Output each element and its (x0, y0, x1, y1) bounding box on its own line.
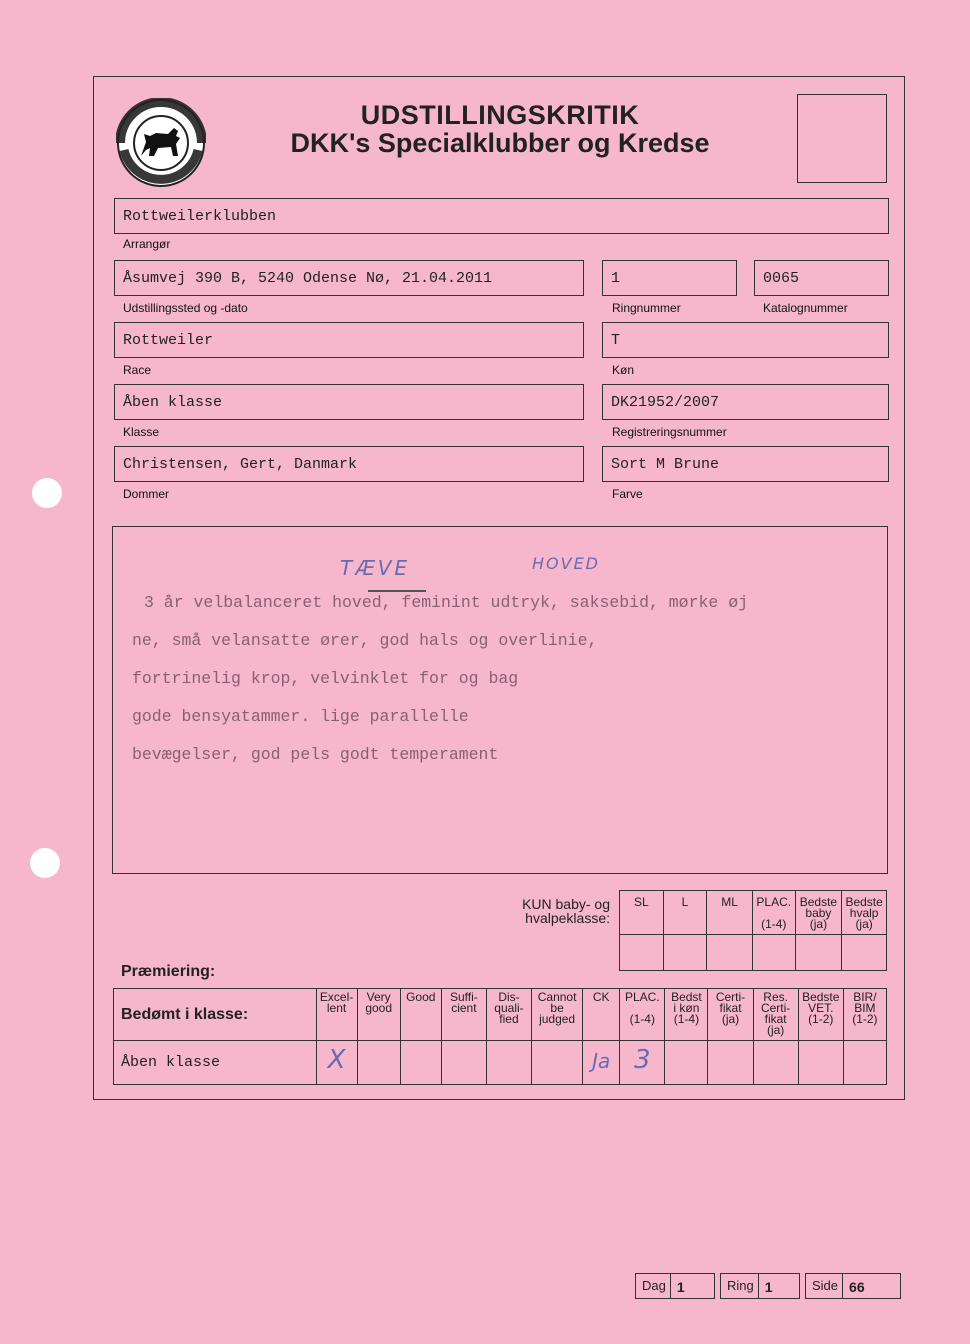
baby-cell-ml[interactable] (707, 935, 753, 971)
baby-header-l: L (663, 891, 706, 935)
header-bedste-vet: Bedste VET. (1-2) (798, 989, 843, 1041)
race-label: Race (123, 363, 152, 377)
header-good: Good (400, 989, 441, 1041)
header-sufficient: Suffi- cient (441, 989, 486, 1041)
race-field[interactable]: Rottweiler (114, 322, 584, 358)
class-value: Åben klasse (114, 1041, 317, 1085)
critique-text (132, 574, 748, 783)
cell-certifikat[interactable] (708, 1041, 753, 1085)
sted-dato-label: Udstillingssted og -dato (123, 301, 248, 315)
dag-label: Dag (636, 1274, 671, 1298)
sted-dato-field[interactable]: Åsumvej 390 B, 5240 Odense Nø, 21.04.2011 (114, 260, 584, 296)
baby-cell-bedste-baby[interactable] (795, 935, 842, 971)
header-very-good: Very good (357, 989, 400, 1041)
cell-excellent[interactable] (316, 1041, 357, 1085)
footer-dag (635, 1273, 715, 1299)
farve-field[interactable]: Sort M Brune (602, 446, 889, 482)
dommer-label: Dommer (123, 487, 170, 501)
side-label: Side (806, 1274, 843, 1298)
dag-value: 1 (676, 1279, 685, 1295)
critique-line-5: bevægelser, god pels godt temperament (132, 745, 499, 764)
farve-label: Farve (612, 487, 643, 501)
ringnummer-field[interactable]: 1 (602, 260, 737, 296)
ringnummer-label: Ringnummer (612, 301, 681, 315)
header-bedst-i-kon: Bedst i køn (1-4) (665, 989, 708, 1041)
form-subtitle: DKK's Specialklubber og Kredse (290, 128, 710, 158)
kon-field[interactable]: T (602, 322, 889, 358)
ring-value: 1 (764, 1279, 773, 1295)
cell-very-good[interactable] (357, 1041, 400, 1085)
cell-ck[interactable] (583, 1041, 620, 1085)
arrangor-label: Arrangør (123, 237, 171, 251)
baby-label-line1: KUN baby- og (522, 896, 610, 912)
klasse-field[interactable]: Åben klasse (114, 384, 584, 420)
handwritten-insert-taeve: TÆVE (340, 556, 411, 580)
dkk-logo (116, 98, 206, 188)
premiering-row-label: Bedømt i klasse: (114, 989, 317, 1041)
critique-line-2: ne, små velansatte ører, god hals og overlinie, (132, 631, 598, 650)
klasse-label: Klasse (123, 425, 160, 439)
header-certifikat: Certi- fikat (ja) (708, 989, 753, 1041)
baby-header-bedste-hvalp: Bedste hvalp (ja) (842, 891, 887, 935)
header-excellent: Excel- lent (316, 989, 357, 1041)
registreringsnummer-label: Registreringsnummer (612, 425, 727, 439)
punch-hole-bottom (30, 848, 60, 878)
handwritten-insert-hoved: HOVED (532, 554, 600, 573)
arrangor-field[interactable]: Rottweilerklubben (114, 198, 889, 234)
cell-bedste-vet[interactable] (798, 1041, 843, 1085)
critique-line-4: gode bensyatammer. lige parallelle (132, 707, 469, 726)
side-value: 66 (849, 1279, 865, 1295)
cell-res-certifikat[interactable] (753, 1041, 798, 1085)
cell-cannot-be-judged[interactable] (532, 1041, 583, 1085)
baby-cell-l[interactable] (663, 935, 706, 971)
punch-hole-top (32, 478, 62, 508)
cell-good[interactable] (400, 1041, 441, 1085)
baby-cell-bedste-hvalp[interactable] (842, 935, 887, 971)
critique-line-1: 3 år velbalanceret hoved, feminint udtryk, saksebid, mørke øj (144, 593, 748, 612)
header-cannot-be-judged: Cannot be judged (532, 989, 583, 1041)
ring-label: Ring (721, 1274, 759, 1298)
header-disqualified: Dis- quali- fied (486, 989, 531, 1041)
cell-sufficient[interactable] (441, 1041, 486, 1085)
form-title: UDSTILLINGSKRITIK (360, 100, 640, 130)
header-ck: CK (583, 989, 620, 1041)
premiering-table (113, 988, 887, 1085)
baby-header-sl: SL (620, 891, 664, 935)
mark-plac: 3 (634, 1045, 651, 1075)
baby-header-ml: ML (707, 891, 753, 935)
strikethrough-mark (368, 590, 426, 592)
baby-table (619, 890, 887, 971)
header-res-certifikat: Res. Certi- fikat (ja) (753, 989, 798, 1041)
cell-plac[interactable] (620, 1041, 665, 1085)
baby-label-line2: hvalpeklasse: (525, 910, 610, 926)
katalognummer-field[interactable]: 0065 (754, 260, 889, 296)
registreringsnummer-field[interactable]: DK21952/2007 (602, 384, 889, 420)
footer-side (805, 1273, 901, 1299)
baby-cell-sl[interactable] (620, 935, 664, 971)
katalognummer-label: Katalognummer (763, 301, 848, 315)
cell-bir-bim[interactable] (843, 1041, 886, 1085)
dommer-field[interactable]: Christensen, Gert, Danmark (114, 446, 584, 482)
baby-header-bedste-baby: Bedste baby (ja) (795, 891, 842, 935)
mark-ck: Ja (592, 1048, 611, 1073)
baby-class-label (520, 897, 610, 925)
kon-label: Køn (612, 363, 635, 377)
header-bir-bim: BIR/ BIM (1-2) (843, 989, 886, 1041)
photo-box (797, 94, 887, 183)
cell-disqualified[interactable] (486, 1041, 531, 1085)
premiering-title: Præmiering: (121, 963, 216, 980)
cell-bedst-i-kon[interactable] (665, 1041, 708, 1085)
header-plac: PLAC. (1-4) (620, 989, 665, 1041)
baby-cell-plac[interactable] (752, 935, 795, 971)
baby-header-plac: PLAC. (1-4) (752, 891, 795, 935)
critique-line-3: fortrinelig krop, velvinklet for og bag (132, 669, 519, 688)
footer-ring (720, 1273, 800, 1299)
mark-excellent: X (327, 1045, 346, 1075)
